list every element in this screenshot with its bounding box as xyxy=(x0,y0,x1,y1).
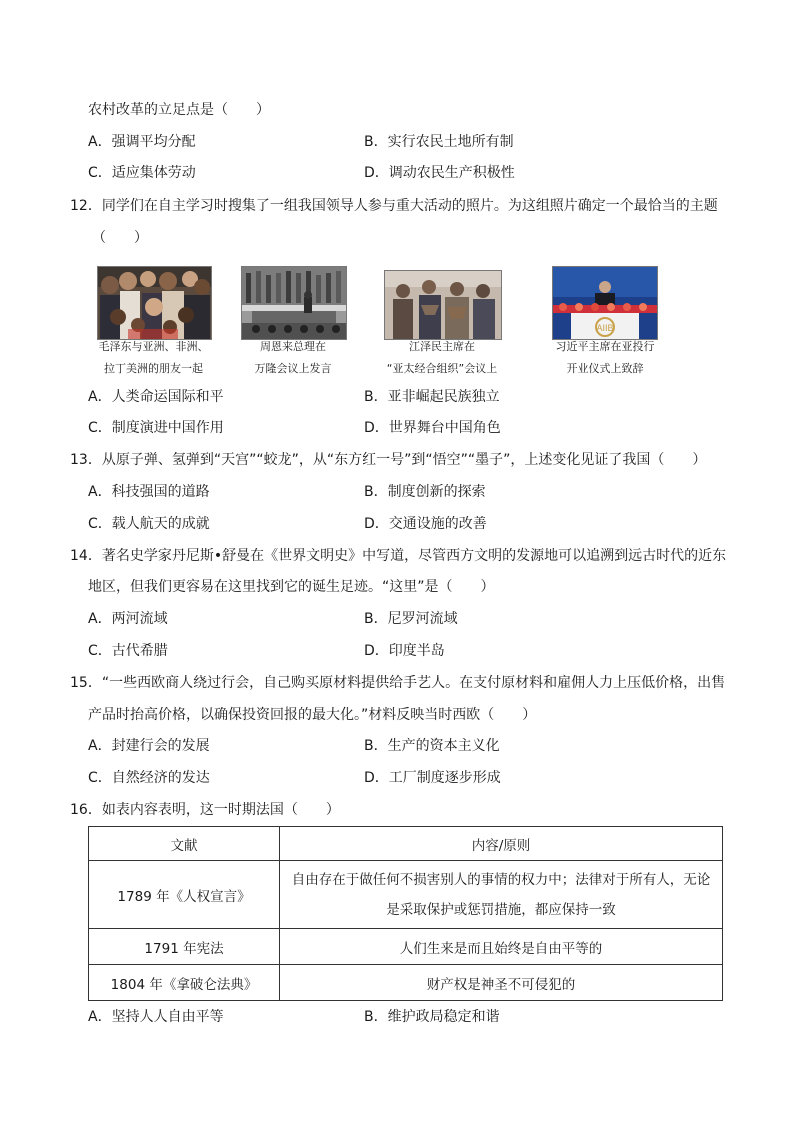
q13-option-c: C．载人航天的成就 xyxy=(88,516,210,532)
table-cell-doc: 1789 年《人权宣言》 xyxy=(89,861,280,929)
q15-option-a: A．封建行会的发展 xyxy=(88,738,210,754)
q12-option-a: A．人类命运国际和平 xyxy=(88,389,224,405)
q16-option-a: A．坚持人人自由平等 xyxy=(88,1009,224,1025)
q14-option-b: B．尼罗河流域 xyxy=(364,611,458,627)
photo-3-caption-line1: 江泽民主席在 xyxy=(409,340,475,353)
photo-4-caption-line2: 开业仪式上致辞 xyxy=(566,362,644,375)
table-header-doc: 文献 xyxy=(89,827,280,861)
table-cell-doc: 1804 年《拿破仑法典》 xyxy=(89,965,280,1001)
q16-table xyxy=(88,826,723,1001)
aiib-sign-text: AIIB xyxy=(596,323,614,333)
table-cell-content: 财产权是神圣不可侵犯的 xyxy=(280,965,723,1001)
table-cell-doc: 1791 年宪法 xyxy=(89,929,280,965)
photo-4-caption xyxy=(545,336,665,380)
table-header-content: 内容/原则 xyxy=(280,827,723,861)
q14-option-a: A．两河流域 xyxy=(88,611,168,627)
photo-2-caption-line1: 周恩来总理在 xyxy=(260,340,326,353)
photo-jiang-apec xyxy=(384,270,502,340)
q11-option-a: A．强调平均分配 xyxy=(88,134,196,150)
table-cell-content-line1: 自由存在于做任何不损害别人的事情的权力中；法律对于所有人，无论 xyxy=(291,871,711,888)
q12-option-d: D．世界舞台中国角色 xyxy=(364,420,501,436)
q14-stem: 14．著名史学家丹尼斯•舒曼在《世界文明史》中写道，尽管西方文明的发源地可以追溯到远古时代的近东 xyxy=(70,548,727,564)
q15-option-b: B．生产的资本主义化 xyxy=(364,738,500,754)
q13-stem: 13．从原子弹、氢弹到“天宫”“蛟龙”，从“东方红一号”到“悟空”“墨子”，上述变化见证了我国（ ） xyxy=(70,452,707,468)
q11-option-c: C．适应集体劳动 xyxy=(88,165,196,181)
q12-stem: 12．同学们在自主学习时搜集了一组我国领导人参与重大活动的照片。为这组照片确定一个最恰当的主题 xyxy=(70,198,718,214)
q15-option-c: C．自然经济的发达 xyxy=(88,770,210,786)
q11-stem: 农村改革的立足点是（ ） xyxy=(88,102,270,118)
q12-option-b: B．亚非崛起民族独立 xyxy=(364,389,500,405)
q15-stem: 15．“一些西欧商人绕过行会，自己购买原材料提供给手艺人。在支付原材料和雇佣人力上压低价格，出售 xyxy=(70,675,726,691)
photo-4-caption-line1: 习近平主席在亚投行 xyxy=(555,340,655,353)
photo-xi-aiib xyxy=(552,266,658,340)
photo-mao-with-friends xyxy=(97,266,212,340)
q12-stem-cont: （ ） xyxy=(92,230,148,246)
table-cell-content-line2: 是采取保护或惩罚措施，都应保持一致 xyxy=(386,901,616,918)
q14-stem-cont: 地区，但我们更容易在这里找到它的诞生足迹。“这里”是（ ） xyxy=(88,579,495,595)
table-row xyxy=(89,861,723,929)
q16-stem: 16．如表内容表明，这一时期法国（ ） xyxy=(70,802,340,818)
q13-option-a: A．科技强国的道路 xyxy=(88,484,210,500)
q13-option-d: D．交通设施的改善 xyxy=(364,516,487,532)
q14-option-c: C．古代希腊 xyxy=(88,643,168,659)
table-row xyxy=(89,929,723,965)
photo-2-caption xyxy=(237,336,349,380)
table-cell-content xyxy=(280,861,723,929)
q16-option-b: B．维护政局稳定和谐 xyxy=(364,1009,500,1025)
photo-1-caption-line2: 拉丁美洲的朋友一起 xyxy=(104,362,203,375)
q14-option-d: D．印度半岛 xyxy=(364,643,445,659)
q12-option-c: C．制度演进中国作用 xyxy=(88,420,224,436)
q15-stem-cont: 产品时抬高价格，以确保投资回报的最大化。”材料反映当时西欧（ ） xyxy=(88,707,537,723)
photo-2-caption-line2: 万隆会议上发言 xyxy=(254,362,332,375)
q15-option-d: D．工厂制度逐步形成 xyxy=(364,770,501,786)
photo-1-caption-line1: 毛泽东与亚洲、非洲、 xyxy=(98,340,209,353)
table-cell-content: 人们生来是而且始终是自由平等的 xyxy=(280,929,723,965)
photo-3-caption-line2: “亚太经合组织”会议上 xyxy=(386,362,498,375)
photo-3-caption xyxy=(380,336,504,380)
table-row xyxy=(89,965,723,1001)
photo-zhou-bandung xyxy=(241,266,347,340)
q11-option-d: D．调动农民生产积极性 xyxy=(364,165,515,181)
table-header-row xyxy=(89,827,723,861)
q11-option-b: B．实行农民土地所有制 xyxy=(364,134,514,150)
q13-option-b: B．制度创新的探索 xyxy=(364,484,486,500)
photo-1-caption xyxy=(97,336,210,380)
